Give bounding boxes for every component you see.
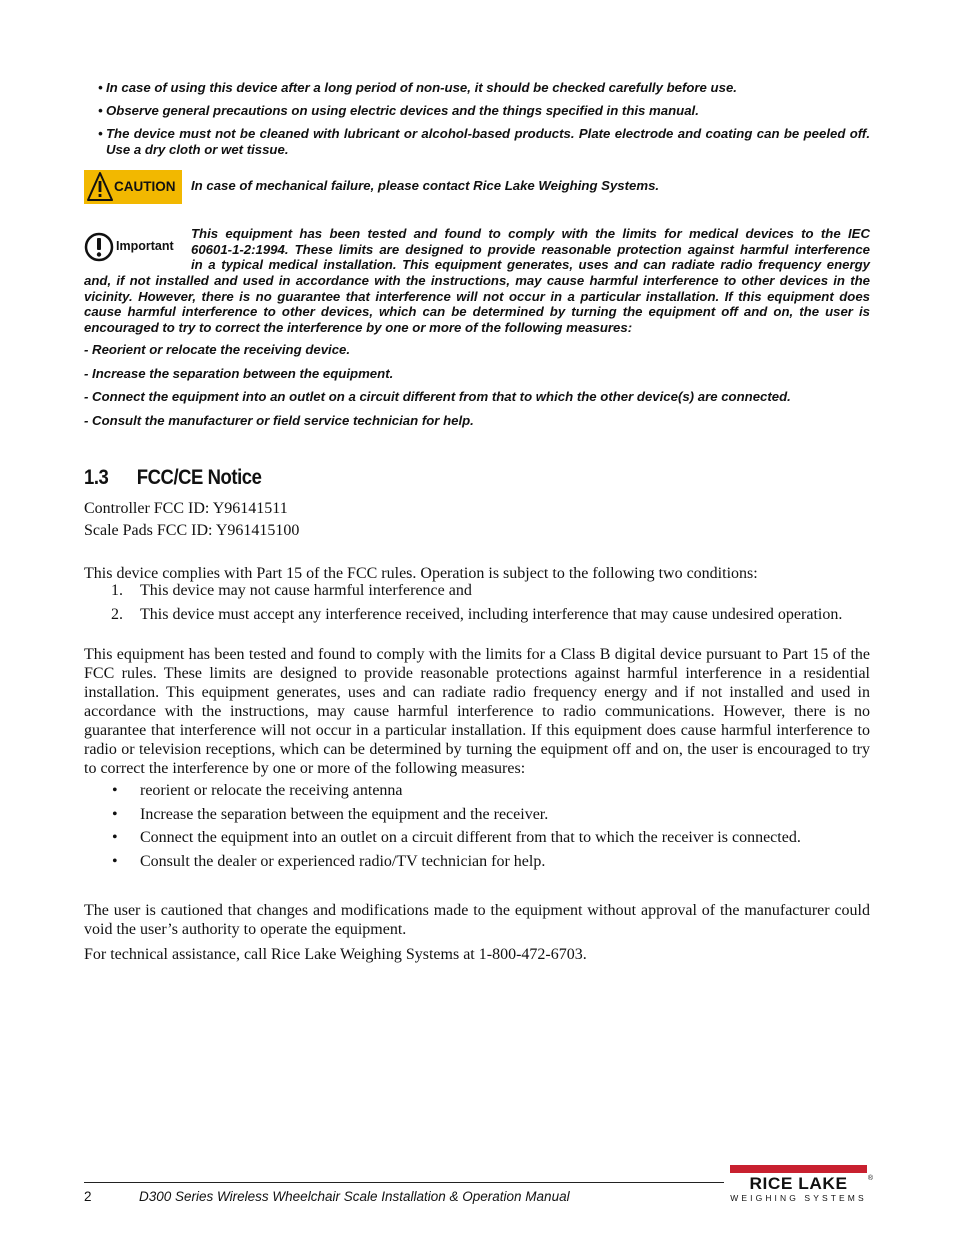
- section-heading: [84, 466, 261, 490]
- caution-box: [84, 170, 182, 204]
- important-line: and, if not installed and used in accordance with the instructions, may cause harmful interference to other devices in the: [84, 273, 870, 288]
- technical-assistance-text: For technical assistance, call Rice Lake Weighing Systems at 1-800-472-6703.: [84, 946, 587, 963]
- important-line: vicinity. However, there is no guarantee that interference will not occur in a particular installation. If this equipment does: [84, 288, 870, 304]
- important-line: in a typical medical installation. This equipment generates, uses and can radiate radio frequency energy: [191, 257, 870, 273]
- section-title: FCC/CE Notice: [136, 466, 262, 489]
- precaution-item: • The device must not be cleaned with lubricant or alcohol-based products. Plate electrode and coating can be peeled off. Use a dry cloth or wet tissue.: [98, 126, 870, 157]
- fcc-intro: This device complies with Part 15 of the FCC rules. Operation is subject to the following two conditions:: [84, 565, 758, 582]
- important-paragraph-body: [84, 273, 870, 335]
- measure-item: - Connect the equipment into an outlet on a circuit different from that to which the other device(s) are connected.: [84, 389, 791, 404]
- fcc-measures-list: [84, 782, 870, 876]
- exclamation-circle-icon: [84, 232, 114, 262]
- manual-title: D300 Series Wireless Wheelchair Scale Installation & Operation Manual: [139, 1189, 570, 1204]
- measure-item: - Consult the manufacturer or field service technician for help.: [84, 412, 474, 428]
- controller-fcc-id: Controller FCC ID: Y96141511: [84, 500, 288, 517]
- page-number: 2: [84, 1189, 92, 1204]
- caution-text: In case of mechanical failure, please contact Rice Lake Weighing Systems.: [191, 178, 660, 193]
- important-line: 60601-1-2:1994. These limits are designed to provide reasonable protection against harmful interference: [191, 241, 870, 257]
- important-line: This equipment has been tested and found to comply with the limits for medical devices to the IEC: [191, 226, 870, 241]
- logo-name: RICE LAKE: [749, 1175, 848, 1193]
- modification-caution-paragraph: The user is cautioned that changes and modifications made to the equipment without approval of the manufacturer could void the user’s authority to operate the equipment.: [84, 902, 870, 938]
- caution-label: CAUTION: [114, 179, 176, 194]
- important-line: encouraged to try to correct the interference by one or more of the following measures:: [84, 319, 633, 335]
- precaution-item: • In case of using this device after a long period of non-use, it should be checked carefully before use.: [98, 80, 737, 95]
- condition-item: 2. This device must accept any interference received, including interference that may cause undesired operation.: [111, 605, 843, 623]
- logo-subtitle: WEIGHING SYSTEMS: [730, 1193, 867, 1203]
- fcc-measure-item: • reorient or relocate the receiving antenna: [112, 782, 403, 799]
- section-number: 1.3: [84, 466, 109, 489]
- important-paragraph-head: [191, 226, 870, 273]
- condition-item: 1. This device may not cause harmful interference and: [111, 582, 472, 599]
- scale-pads-fcc-id: Scale Pads FCC ID: Y961415100: [84, 522, 300, 539]
- footer-divider: [84, 1182, 724, 1183]
- important-measures: [84, 342, 870, 436]
- measure-item: - Reorient or relocate the receiving device.: [84, 342, 351, 357]
- warning-triangle-icon: [87, 172, 113, 202]
- precaution-item: • Observe general precautions on using electric devices and the things specified in this manual.: [98, 103, 699, 118]
- important-label: Important: [116, 239, 174, 253]
- class-b-paragraph: This equipment has been tested and found to comply with the limits for a Class B digital device pursuant to Part 15 of the FCC rules. These limits are designed to provide reasonable protections against harmful interference in a residential installation. This equipment generates, uses and can radiate radio frequency energy and if not installed and used in accordance with the instructions, may cause harmful interference to radio communications. However, there is no guarantee that interference will not occur in a particular installation. If this equipment does cause harmful interference to radio or television receptions, which can be determined by turning the equipment off and on, the user is encouraged to try to correct the interference by one or more of the following measures:: [84, 646, 870, 777]
- rice-lake-logo: [730, 1165, 873, 1205]
- fcc-measure-item: • Connect the equipment into an outlet on a circuit different from that to which the receiver is connected.: [112, 829, 801, 846]
- logo-bar: [730, 1165, 867, 1173]
- measure-item: - Increase the separation between the equipment.: [84, 365, 394, 381]
- conditions-list: [84, 582, 870, 629]
- logo-registered-mark: ®: [867, 1175, 873, 1182]
- fcc-measure-item: • Increase the separation between the equipment and the receiver.: [112, 805, 549, 823]
- precautions-list: [98, 80, 870, 165]
- fcc-measure-item: • Consult the dealer or experienced radio/TV technician for help.: [112, 852, 546, 870]
- important-line: cause harmful interference to other devices, which can be determined by turning the equipment off and on, the user is: [84, 304, 870, 320]
